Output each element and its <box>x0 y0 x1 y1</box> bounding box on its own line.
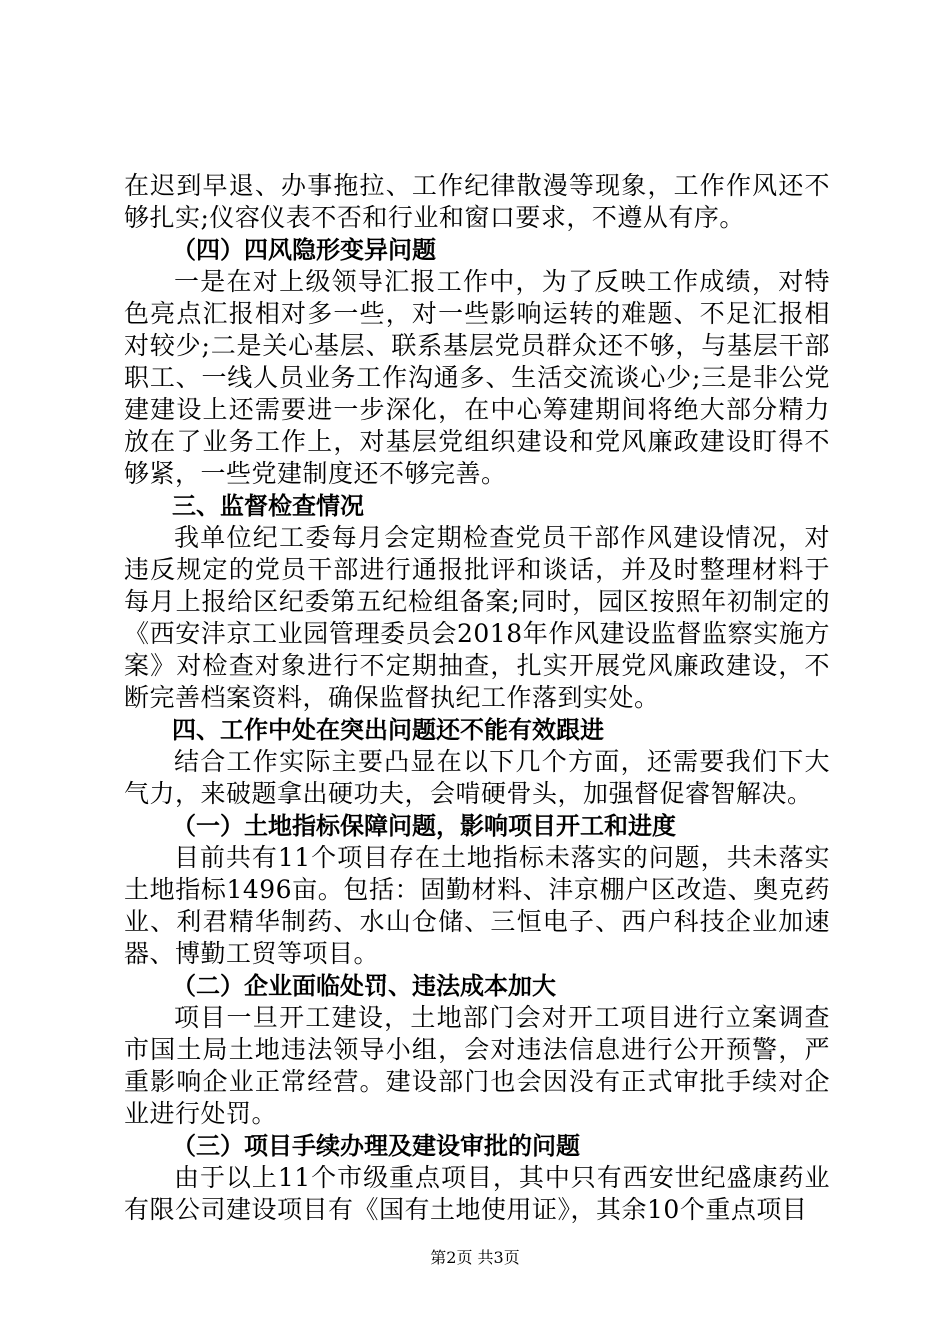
paragraph-problems: 结合工作实际主要凸显在以下几个方面，还需要我们下大气力，来破题拿出硬功夫，会啃硬骨头，加强督促睿智解决。 <box>124 747 830 808</box>
paragraph-continued: 在迟到早退、办事拖拉、工作纪律散漫等现象，工作作风还不够扎实;仪容仪表不否和行业和窗口要求，不遵从有序。 <box>124 171 830 232</box>
paragraph-supervision: 我单位纪工委每月会定期检查党员干部作风建设情况，对违反规定的党员干部进行通报批评和谈话，并及时整理材料于每月上报给区纪委第五纪检组备案;同时，园区按照年初制定的《西安沣京工业园管理委员会2018年作风建设监督监察实施方案》对检查对象进行不定期抽查，扎实开展党风廉政建设，不断完善档案资料，确保监督执纪工作落到实处。 <box>124 523 830 712</box>
document-body <box>124 170 830 1226</box>
subheading-land-quota: （一）土地指标保障问题，影响项目开工和进度 <box>172 812 676 840</box>
paragraph-land-quota: 目前共有11个项目存在土地指标未落实的问题，共未落实土地指标1496亩。包括：固勤材料、沣京棚户区改造、奥克药业、利君精华制药、水山仓储、三恒电子、西户科技企业加速器、博勤工贸等项目。 <box>124 843 830 968</box>
subheading-penalties: （二）企业面临处罚、违法成本加大 <box>172 972 556 1000</box>
section-heading-supervision: 三、监督检查情况 <box>172 492 364 520</box>
subheading-approval: （三）项目手续办理及建设审批的问题 <box>172 1132 580 1160</box>
paragraph-penalties: 项目一旦开工建设，土地部门会对开工项目进行立案调查市国土局土地违法领导小组，会对违法信息进行公开预警，严重影响企业正常经营。建设部门也会因没有正式审批手续对企业进行处罚。 <box>124 1003 830 1128</box>
section-heading-four-winds: （四）四风隐形变异问题 <box>172 236 436 264</box>
page-number-footer: 第2页 共3页 <box>430 1248 520 1267</box>
paragraph-approval: 由于以上11个市级重点项目，其中只有西安世纪盛康药业有限公司建设项目有《国有土地使用证》，其余10个重点项目 <box>124 1163 830 1224</box>
section-heading-problems: 四、工作中处在突出问题还不能有效跟进 <box>172 716 604 744</box>
paragraph-four-winds: 一是在对上级领导汇报工作中，为了反映工作成绩，对特色亮点汇报相对多一些，对一些影响运转的难题、不足汇报相对较少;二是关心基层、联系基层党员群众还不够，与基层干部职工、一线人员业务工作沟通多、生活交流谈心少;三是非公党建建设上还需要进一步深化，在中心筹建期间将绝大部分精力放在了业务工作上，对基层党组织建设和党风廉政建设盯得不够紧，一些党建制度还不够完善。 <box>124 267 830 488</box>
